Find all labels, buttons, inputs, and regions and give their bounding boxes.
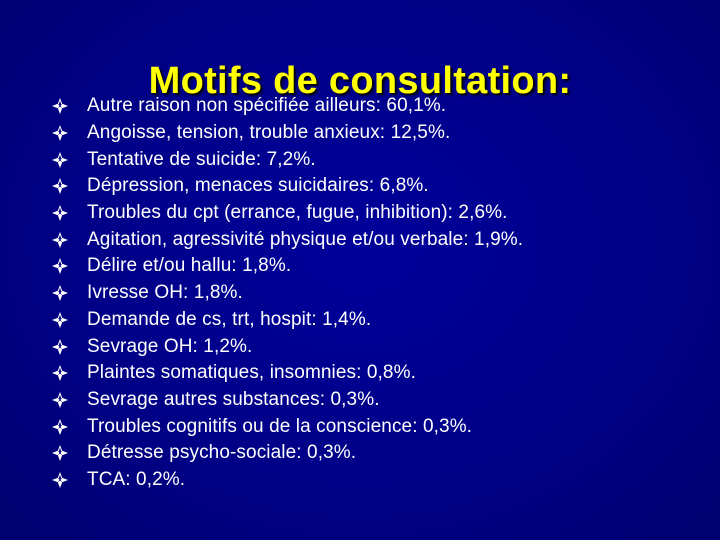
bullet-text: Ivresse OH: 1,8%. — [87, 282, 243, 304]
bullet-item — [50, 146, 523, 173]
bullet-item — [50, 387, 523, 414]
bullet-item — [50, 93, 523, 120]
bullet-item — [50, 253, 523, 280]
bullet-item — [50, 226, 523, 253]
bullet-text: Plaintes somatiques, insomnies: 0,8%. — [87, 362, 416, 384]
bullet-text: Troubles cognitifs ou de la conscience: 0,3%. — [87, 415, 473, 437]
bullet-item — [50, 440, 523, 467]
bullet-item — [50, 360, 523, 387]
diamond-bullet-icon — [50, 230, 70, 250]
bullet-item — [50, 120, 523, 147]
diamond-bullet-icon — [50, 417, 70, 437]
diamond-bullet-icon — [50, 283, 70, 303]
bullet-text: Tentative de suicide: 7,2%. — [87, 148, 316, 170]
bullet-text: Troubles du cpt (errance, fugue, inhibition): 2,6%. — [87, 202, 508, 224]
bullet-item — [50, 333, 523, 360]
bullet-list — [50, 93, 523, 493]
bullet-item — [50, 467, 523, 494]
diamond-bullet-icon — [50, 176, 70, 196]
bullet-item — [50, 413, 523, 440]
bullet-text: Délire et/ou hallu: 1,8%. — [87, 255, 292, 277]
diamond-bullet-icon — [50, 443, 70, 463]
bullet-item — [50, 200, 523, 227]
bullet-text: Angoisse, tension, trouble anxieux: 12,5%. — [87, 122, 451, 144]
slide-title: Motifs de consultation: — [148, 60, 572, 103]
bullet-item — [50, 280, 523, 307]
diamond-bullet-icon — [50, 123, 70, 143]
diamond-bullet-icon — [50, 150, 70, 170]
bullet-text: Détresse psycho-sociale: 0,3%. — [87, 442, 357, 464]
bullet-text: TCA: 0,2%. — [87, 468, 186, 490]
bullet-text: Demande de cs, trt, hospit: 1,4%. — [87, 308, 372, 330]
diamond-bullet-icon — [50, 96, 70, 116]
diamond-bullet-icon — [50, 310, 70, 330]
bullet-item — [50, 307, 523, 334]
bullet-text: Sevrage autres substances: 0,3%. — [87, 388, 380, 410]
diamond-bullet-icon — [50, 390, 70, 410]
bullet-text: Agitation, agressivité physique et/ou verbale: 1,9%. — [87, 228, 524, 250]
diamond-bullet-icon — [50, 203, 70, 223]
diamond-bullet-icon — [50, 470, 70, 490]
bullet-text: Dépression, menaces suicidaires: 6,8%. — [87, 175, 429, 197]
bullet-text: Autre raison non spécifiée ailleurs: 60,1%. — [87, 95, 447, 117]
bullet-text: Sevrage OH: 1,2%. — [87, 335, 253, 357]
diamond-bullet-icon — [50, 363, 70, 383]
diamond-bullet-icon — [50, 256, 70, 276]
diamond-bullet-icon — [50, 337, 70, 357]
bullet-item — [50, 173, 523, 200]
